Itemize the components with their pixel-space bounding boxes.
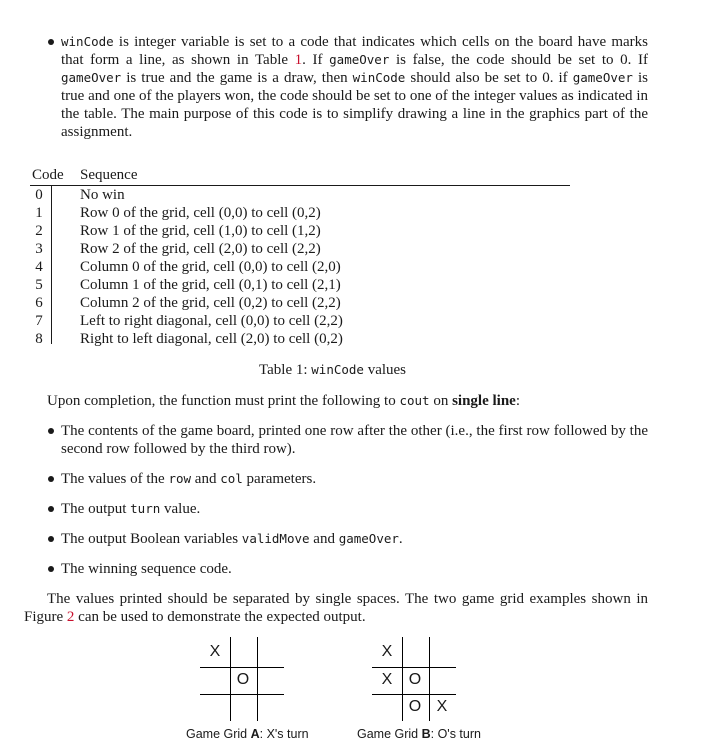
- table-caption: Table 1: winCode values: [259, 362, 407, 378]
- table-cell-code: 3: [35, 241, 43, 257]
- grid-line: [200, 694, 284, 695]
- code-text: winCode: [352, 70, 406, 85]
- table-cell-sequence: Column 0 of the grid, cell (0,0) to cell (2,0): [80, 259, 341, 275]
- list-item-winning-code: The winning sequence code.: [61, 561, 232, 577]
- game-grid-a-caption: Game Grid A: X's turn: [186, 727, 309, 741]
- table-cell-code: 4: [35, 259, 43, 275]
- grid-cell-mark: O: [236, 671, 250, 688]
- table-cell-sequence: Row 1 of the grid, cell (1,0) to cell (1,2): [80, 223, 321, 239]
- code-text: gameOver: [572, 70, 633, 85]
- game-grid-b-caption: Game Grid B: O's turn: [357, 727, 481, 741]
- table-cell-code: 1: [35, 205, 43, 221]
- list-bullet: [48, 39, 54, 45]
- list-item-board-contents: The contents of the game board, printed one row after the other (i.e., the first row followed by the second row followed by the third row).: [61, 423, 648, 457]
- closing-paragraph: The values printed should be separated by single spaces. The two game grid examples shown in Figure 2 can be used to demonstrate the expected output.: [24, 591, 648, 625]
- grid-line: [372, 694, 456, 695]
- table-cell-sequence: Row 2 of the grid, cell (2,0) to cell (2,2): [80, 241, 321, 257]
- code-text: gameOver: [61, 70, 122, 85]
- table-cell-sequence: Column 1 of the grid, cell (0,1) to cell (2,1): [80, 277, 341, 293]
- game-grid-b: [372, 637, 456, 721]
- list-item-boolean: The output Boolean variables validMove and gameOver.: [61, 531, 403, 547]
- list-item-row-col: The values of the row and col parameters.: [61, 471, 317, 487]
- table-column-divider: [51, 186, 52, 344]
- table-cell-sequence: Left to right diagonal, cell (0,0) to cell (2,2): [80, 313, 343, 329]
- list-bullet: [48, 476, 54, 482]
- grid-cell-mark: X: [209, 643, 221, 660]
- wincode-description: winCode is integer variable is set to a code that indicates which cells on the board have marks that form a line, as shown in Table 1. If gameOver is false, the code should be set to 0. If gameOver is true and the game is a draw, then winCode should also be set to 0. if gameOver is true and one of the players won, the code should be set to one of the integer values as indicated in the table. The main purpose of this code is to simplify drawing a line in the graphics part of the assignment.: [61, 34, 648, 140]
- table-cell-code: 2: [35, 223, 43, 239]
- list-bullet: [48, 506, 54, 512]
- list-bullet: [48, 566, 54, 572]
- grid-cell-mark: X: [381, 671, 393, 688]
- table-cell-code: 0: [35, 187, 43, 203]
- grid-line: [200, 667, 284, 668]
- game-grid-a: [200, 637, 284, 721]
- grid-cell-mark: X: [381, 643, 393, 660]
- completion-paragraph: Upon completion, the function must print the following to cout on single line:: [47, 393, 521, 409]
- table-header-sequence: Sequence: [80, 167, 138, 183]
- grid-cell-mark: X: [436, 698, 448, 715]
- grid-line: [402, 637, 403, 721]
- grid-cell-mark: O: [408, 698, 422, 715]
- table-cell-sequence: Row 0 of the grid, cell (0,0) to cell (0,2): [80, 205, 321, 221]
- code-text: gameOver: [329, 52, 390, 67]
- table-cell-sequence: No win: [80, 187, 125, 203]
- table-cell-code: 8: [35, 331, 43, 347]
- grid-line: [257, 637, 258, 721]
- code-text: winCode: [61, 34, 114, 49]
- table-reference-link[interactable]: 1: [294, 52, 303, 68]
- grid-cell-mark: O: [408, 671, 422, 688]
- table-header-code: Code: [32, 167, 64, 183]
- grid-line: [230, 637, 231, 721]
- grid-line: [372, 667, 456, 668]
- table-cell-sequence: Column 2 of the grid, cell (0,2) to cell (2,2): [80, 295, 341, 311]
- table-cell-code: 5: [35, 277, 43, 293]
- list-bullet: [48, 536, 54, 542]
- list-bullet: [48, 428, 54, 434]
- table-cell-sequence: Right to left diagonal, cell (2,0) to cell (0,2): [80, 331, 343, 347]
- table-cell-code: 7: [35, 313, 43, 329]
- grid-line: [429, 637, 430, 721]
- figure-reference-link[interactable]: 2: [66, 609, 75, 625]
- list-item-turn: The output turn value.: [61, 501, 201, 517]
- table-cell-code: 6: [35, 295, 43, 311]
